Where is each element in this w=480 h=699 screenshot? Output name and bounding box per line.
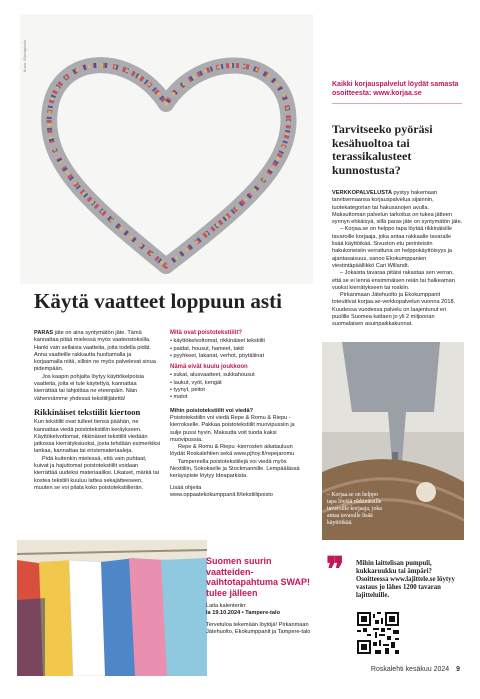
lead-word: PARAS <box>34 330 54 336</box>
sorting-info-quote: Mihin laittelisan pumpuli, kukkaruukku tai ämpäri? Osoitteessa www.lajittele.se löytyy vastaus jo lähes 1200 tavaran lajitteluille. <box>356 560 455 599</box>
subheading: Rikkinäiset tekstiilit kiertoon <box>34 406 141 417</box>
lead-word: VERKKOPALVELUSTA <box>332 190 392 196</box>
list-item: • matot <box>170 394 300 401</box>
swap-event-box <box>206 556 312 636</box>
list-item: • paidat, housut, hameet, takit <box>170 346 300 353</box>
publication-name: Roskalehti <box>370 666 404 673</box>
article-title: Käytä vaatteet loppuun asti <box>34 289 282 313</box>
bike-article-title: Tarvitseeko pyöräsi kesähuoltoa tai terassikalusteet kunnostusta? <box>332 122 433 177</box>
calendar-label: Laita kalenteriin: <box>206 603 247 609</box>
paragraph-text: pystyy hakemaan tarvitsemaansa korjauspalvelua sijainnin, tuotekategorian tai hakusanojen avulla. Maksuttoman palvelun tarkoitus on tukea jätteen synnyn ehkäisyä, sillä paras jäte on syntymätön jäte. <box>332 190 463 226</box>
intro-text: jäte on aina syntymätön jäte. Tämä kannattaa pitää mielessä myös vaateostoksilla. Hanki vain sellaisia vaatteita, joita todella pidät. Anna vaatteille rakkautta huoltamalla ja korjaamalla niitä, silloin ne myös palvelevat sinua pidempään. <box>34 330 156 373</box>
paragraph: – Jokaista tavaraa pitäisi rakastaa sen verran, että se ei lennä ensimmäisen reiän tai halkeaman vuoksi kierrätykseen tai roskiin. <box>332 270 455 291</box>
article-column-3 <box>332 190 464 329</box>
list-item: • sukat, alusvaatteet, sukkahousut <box>170 372 300 379</box>
list-item: • laukut, vyöt, kengät <box>170 380 300 387</box>
korjaa-text: Kaikki korjauspalvelut löydät samasta osoitteesta: <box>332 81 459 97</box>
paragraph: Lisää ohjeita www.oppaatekokumppanit.fi/tekstiilipoisto <box>170 484 273 498</box>
paragraph: Jos kaapin pohjalta löytyy käyttökelpoisia vaatteita, joita ei tule käytettyä, kannattaa kierrättää tai lahjoittaa ne eteenpäin. Näin vähennämme yhdessä tekstiilijätettä! <box>34 373 144 402</box>
heart-photo <box>20 14 313 284</box>
quote-icon: ❞ <box>326 552 345 589</box>
qr-code[interactable] <box>357 612 399 654</box>
korjaa-link[interactable]: www.korjaa.se <box>373 90 422 97</box>
paragraph <box>332 190 464 226</box>
clothes-rack-image <box>17 540 207 676</box>
paragraph: Poistotekstiilin voi viedä Repe & Romu & Riepu -kierrokselle. Pakkaa poistotekstiilit muovipussiin ja sulje pussi hyvin. Maksutta voit tuoda kaksi muovipussia. <box>170 414 295 443</box>
list-item: • pyyhkeet, lakanat, verhot, pöytäliinat <box>170 353 300 360</box>
swap-organizers: Tervetuloa tekemään löytöjä! Pirkanmaan Jätehuolto, Ekokumppanit ja Tampere-talo <box>206 622 311 635</box>
paragraph: Tampereella poistotekstiilejä voi viedä myös Nextiiliin, Sokokselle ja Stockmannille. Lempäälässä keräyspiste löytyy Ideaparkista. <box>170 458 300 480</box>
intro-paragraph <box>34 330 161 374</box>
list-item: • tyynyt, peitot <box>170 387 300 394</box>
korjaa-info <box>332 80 462 98</box>
list-item: • käyttökelvottomat, rikkinäiset tekstiilit <box>170 338 300 345</box>
photo-credit: Kuva: iStockphoto <box>22 40 27 73</box>
list-heading: Nämä eivät kuulu joukkoon <box>170 364 248 371</box>
paragraph: Pirkanmaan Jätehuolto ja Ekokumppanit toteuttivat korjaa.se-verkkopalvelun vuonna 2018. Kuudessa vuodessa palvelu on laajentunut eri puolille Suomea kattaen jo yli 2 miljoonan suomalaisen asuinpaikkakunnat. <box>332 292 456 328</box>
swap-date-block <box>206 603 312 617</box>
clothes-rack-photo <box>17 540 207 676</box>
page-number: 9 <box>456 666 460 673</box>
issue-date: kesäkuu 2024 <box>405 666 450 673</box>
event-date: la 19.10.2024 • Tampere-talo <box>206 610 280 616</box>
qr-code-icon <box>357 612 399 654</box>
article-column-2 <box>170 330 300 499</box>
paragraph: Pidä kuitenkin mielessä, että vain puhtaat, kuivat ja hajuttomat poistotekstiilit voidaan kierrättää uudeksi materiaaliksi. Likaiset, märkä tai kostea tekstiili kuuluu lattea sekajätteeseen, muuten se voi pilata koko poistotekstiilierän. <box>34 455 159 491</box>
list-heading: Mitä ovat poistotekstiilit? <box>170 330 243 336</box>
divider <box>332 103 462 104</box>
paragraph: Repe & Romu & Riepu -kierrosten aikatauluun löydät Roskalehtien sekä www.pjhoy.fi/repejaromu <box>170 444 295 458</box>
included-list <box>170 338 300 360</box>
fabric-heart-image <box>20 14 313 284</box>
page-footer <box>371 666 460 673</box>
excluded-list <box>170 372 300 401</box>
paragraph: – Korjaa.se on helppo tapa löytää rikkinäisille tavaroille korjaaja, joka antaa rakkaalle tavaralle lisää käyttöikää. Sivuston etu perinteisiin hakukoneisiin verrattuna on helppokäyttöisyys ja ajantasaisuus, sanoo Ekokumppanien viestintäpäällikkö Cari Willandt. <box>332 226 453 269</box>
article-column-1 <box>34 330 161 492</box>
photo-caption: – Korjaa.se on helppo tapa löytää rikkinäisille tavaroille korjaaja, joka antaa tavaralle lisää käyttöikää. <box>327 492 382 526</box>
question-heading: Mihin poistotekstiilit voi viedä? <box>170 407 253 414</box>
paragraph: Kun tekstiilit ovat tulleet tiensä päähän, ne kannattaa viedä poistotekstiilin keräykseen. Käyttökelvottomat, rikkinäiset tekstiilit viedään jatkossa kierrätyksiuoksi, josta tehdään esimerkiksi lankaa, kannattaa tai eristemateriaaleja. <box>34 419 161 455</box>
swap-title: Suomen suurin vaatteiden-vaihtotapahtuma SWAP! tulee jälleen <box>206 556 311 598</box>
